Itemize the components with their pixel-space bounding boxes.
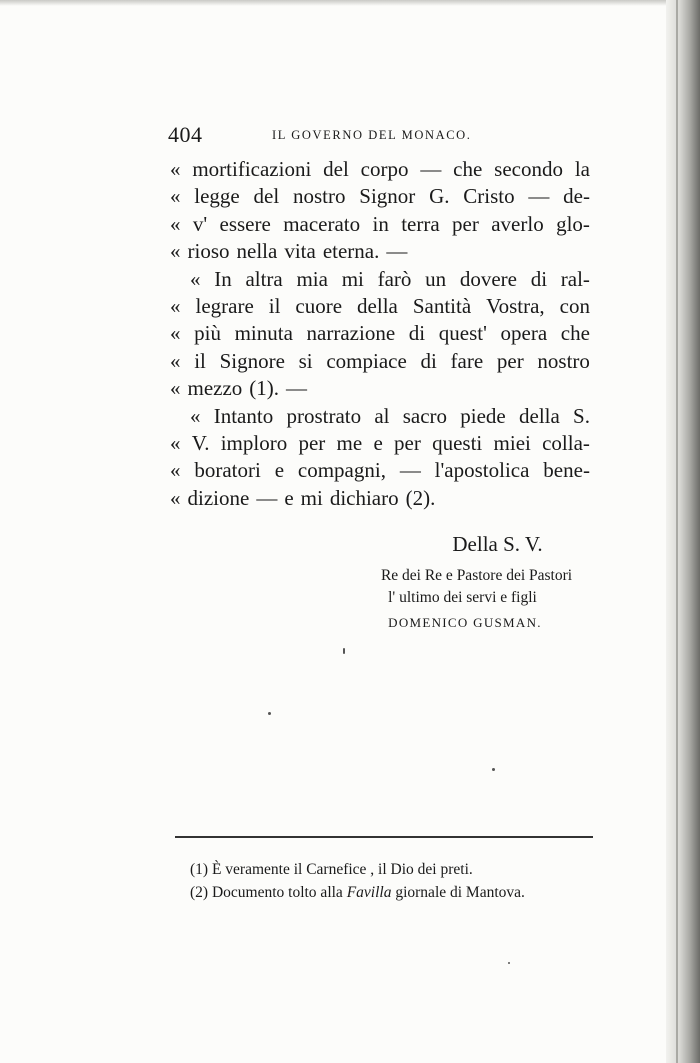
word: di xyxy=(420,348,437,373)
word: e xyxy=(373,430,383,455)
word: piede xyxy=(460,403,506,428)
word: nella xyxy=(236,239,278,264)
word: si xyxy=(298,348,313,373)
word: prostrato xyxy=(286,403,362,428)
word: per xyxy=(394,430,421,455)
text-line xyxy=(170,293,590,320)
word: — xyxy=(286,376,308,401)
word: « xyxy=(170,293,181,318)
text-line xyxy=(170,238,590,265)
word: « xyxy=(170,430,181,455)
word: — xyxy=(528,184,550,209)
closing-humility: l' ultimo dei servi e figli xyxy=(388,589,537,606)
word: Vostra, xyxy=(486,293,545,318)
text-line xyxy=(170,403,590,430)
footnotes xyxy=(190,858,600,904)
word: colla- xyxy=(542,430,590,455)
word: la xyxy=(574,157,590,181)
word: essere xyxy=(219,211,271,236)
word: per xyxy=(452,211,479,236)
word: dichiaro xyxy=(329,485,399,510)
word: che xyxy=(453,157,483,181)
word: (2). xyxy=(405,485,436,510)
word: fare xyxy=(450,348,484,373)
word: ral- xyxy=(560,266,590,291)
word: e xyxy=(284,485,294,510)
word: e xyxy=(274,458,285,483)
word: farò xyxy=(377,266,412,291)
text-line xyxy=(170,156,590,183)
footnote-1 xyxy=(190,858,600,881)
word: più xyxy=(194,321,221,346)
page-top-edge xyxy=(0,0,700,6)
word: — xyxy=(386,239,408,264)
word: — xyxy=(399,458,421,483)
word: miei xyxy=(493,430,531,455)
word: Santità xyxy=(412,293,472,318)
body-text xyxy=(170,156,590,512)
letter-closing xyxy=(330,532,595,637)
text-line xyxy=(170,348,590,375)
word: un xyxy=(425,266,447,291)
word: bene- xyxy=(543,458,590,483)
word: con xyxy=(559,293,590,318)
word: mi xyxy=(341,266,364,291)
word: mi xyxy=(300,485,323,510)
word: « xyxy=(170,184,181,209)
word: — xyxy=(256,485,278,510)
word: legge xyxy=(194,184,240,209)
footnote-2-suffix: giornale di Mantova. xyxy=(395,884,525,901)
word: del xyxy=(253,184,280,209)
word: « xyxy=(190,403,201,428)
signature: DOMENICO GUSMAN. xyxy=(388,615,542,630)
word: mortificazioni xyxy=(192,157,312,181)
word: « xyxy=(170,348,181,373)
paper-speck xyxy=(343,648,345,654)
word: legrare xyxy=(195,293,254,318)
word: « xyxy=(170,239,181,264)
word: sacro xyxy=(402,403,448,428)
word: imploro xyxy=(220,430,288,455)
word: de- xyxy=(563,184,590,209)
word: di xyxy=(408,321,426,346)
word: quest' xyxy=(438,321,487,346)
word: che xyxy=(560,321,590,346)
word: In xyxy=(214,266,232,291)
word: corpo xyxy=(360,157,409,181)
word: l'apostolica xyxy=(434,458,530,483)
word: nostro xyxy=(292,184,346,209)
word: il xyxy=(268,293,281,318)
footnote-2-italic: Favilla xyxy=(346,884,392,901)
word: Signore xyxy=(219,348,285,373)
word: in xyxy=(372,211,389,236)
word: « xyxy=(170,376,181,401)
word: « xyxy=(170,321,181,346)
book-spine-line xyxy=(676,0,678,1063)
word: Cristo xyxy=(463,184,515,209)
word: il xyxy=(194,348,206,373)
word: minuta xyxy=(234,321,293,346)
footnote-2-prefix: (2) Documento tolto alla xyxy=(190,884,343,901)
word: di xyxy=(530,266,548,291)
word: « xyxy=(190,266,201,291)
word: glo- xyxy=(556,211,590,236)
word: narrazione xyxy=(306,321,396,346)
page-number: 404 xyxy=(168,122,203,147)
closing-salutation: Della S. V. xyxy=(452,532,543,556)
word: me xyxy=(336,430,363,455)
word: « xyxy=(170,458,181,483)
word: — xyxy=(420,157,442,181)
closing-title: Re dei Re e Pastore dei Pastori xyxy=(380,567,573,584)
text-line xyxy=(170,375,590,402)
word: V. xyxy=(191,430,210,455)
word: vita xyxy=(284,239,316,264)
text-line xyxy=(170,485,590,512)
word: « xyxy=(170,157,181,181)
word: S. xyxy=(573,403,590,428)
word: compiace xyxy=(326,348,407,373)
word: mezzo xyxy=(187,376,243,401)
footnote-2 xyxy=(190,881,600,904)
text-line xyxy=(170,457,590,484)
word: nostro xyxy=(537,348,590,373)
running-head: IL GOVERNO DEL MONACO. xyxy=(272,128,472,142)
word: cuore xyxy=(295,293,343,318)
word: mia xyxy=(296,266,328,291)
word: del xyxy=(323,157,349,181)
word: (1). xyxy=(249,376,280,401)
word: v' xyxy=(192,211,208,236)
text-line xyxy=(170,266,590,293)
word: al xyxy=(374,403,390,428)
page-header xyxy=(168,122,588,152)
text-line xyxy=(170,320,590,347)
word: averlo xyxy=(491,211,544,236)
word: Signor xyxy=(359,184,416,209)
word: Intanto xyxy=(213,403,274,428)
text-line xyxy=(170,183,590,210)
text-line xyxy=(170,211,590,238)
footnote-rule xyxy=(175,836,593,838)
word: secondo xyxy=(494,157,563,181)
footnote-1-text: (1) È veramente il Carnefice , il Dio dei preti. xyxy=(190,861,473,878)
word: « xyxy=(170,211,181,236)
text-line xyxy=(170,430,590,457)
word: dizione xyxy=(187,485,250,510)
word: opera xyxy=(500,321,548,346)
word: per xyxy=(496,348,524,373)
word: per xyxy=(298,430,326,455)
paper-speck xyxy=(268,712,271,715)
word: della xyxy=(519,403,560,428)
word: eterna. xyxy=(322,239,380,264)
word: G. xyxy=(429,184,450,209)
word: boratori xyxy=(194,458,261,483)
word: altra xyxy=(245,266,283,291)
word: questi xyxy=(432,430,483,455)
word: macerato xyxy=(283,211,361,236)
paper-speck xyxy=(508,962,510,964)
word: dovere xyxy=(459,266,517,291)
paper-speck xyxy=(492,768,495,771)
word: rioso xyxy=(187,239,230,264)
word: della xyxy=(357,293,398,318)
word: terra xyxy=(401,211,440,236)
book-spine-shadow xyxy=(666,0,700,1063)
word: compagni, xyxy=(297,458,386,483)
word: « xyxy=(170,485,181,510)
